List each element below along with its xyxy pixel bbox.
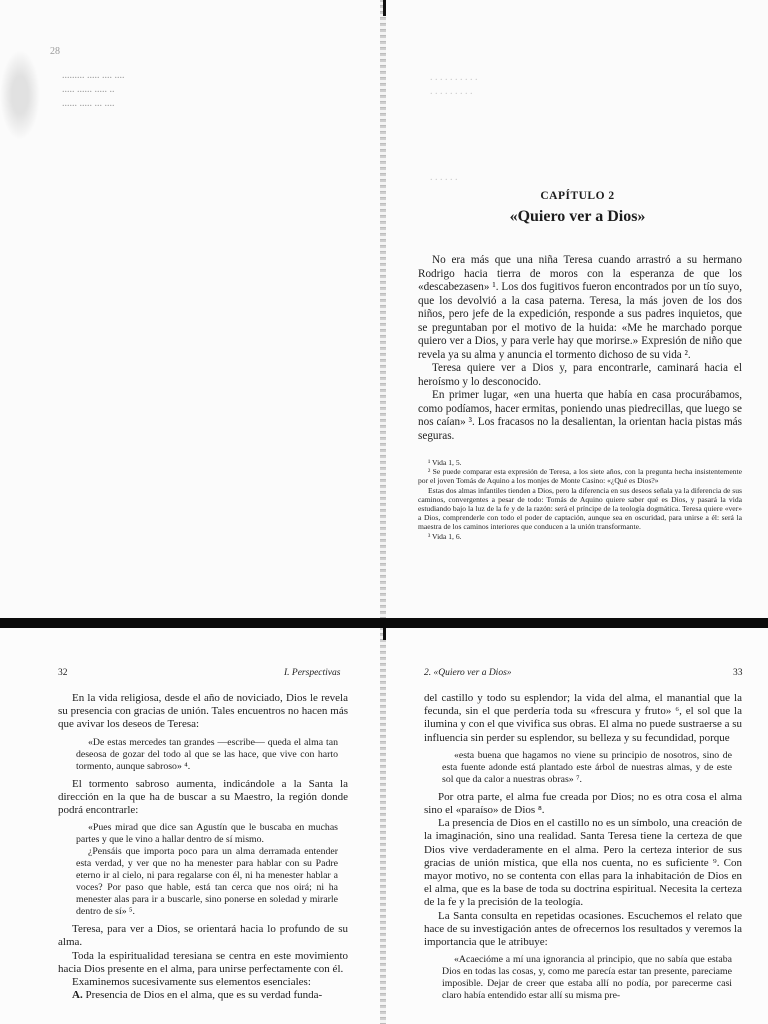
quote-text: «Pues mirad que dice san Agustín que le buscaba en muchas partes y que le vino a hallar dentro de sí mismo. (76, 822, 338, 846)
section-text: Presencia de Dios en el alma, que es su verdad funda- (85, 989, 323, 1002)
running-head: 2. «Quiero ver a Dios» (424, 668, 512, 678)
quote-text: «De estas mercedes tan grandes —escribe— queda el alma tan deseosa de gozar del todo al que se las hace, que vive con harto tormento, aunque sabroso» ⁴. (76, 736, 338, 772)
footnote: Estas dos almas infantiles tienden a Dios, pero la diferencia en sus deseos señala ya la diferencia de sus caminos, convergentes a pesar de todo: Tomás de Aquino quiere saber qué es Dios, y pasará la vida estudiando bajo la luz de la fe y de la razón: será el príncipe de la teología dogmática. Teresa quiere «ver» a Dios, comprenderle con todo el poder de captación, aunque sea en oscuridad, para unirse a él: será la maestra de los caminos interiores que conducen a la unión transformante. (418, 485, 742, 532)
spread-separator (0, 618, 768, 628)
body-paragraph: Por otra parte, el alma fue creada por Dios; no es otra cosa el alma sino el «paraíso» de Dios ⁸. (424, 790, 742, 817)
body-paragraph: La Santa consulta en repetidas ocasiones. Escuchemos el relato que hace de su investigación antes de ofrecernos los resultados y veremos la importancia que le atribuye: (424, 909, 742, 949)
body-paragraph: Teresa, para ver a Dios, se orientará hacia lo profundo de su alma. (58, 923, 348, 949)
faded-line: ......... ..... .... .... (62, 70, 125, 81)
block-quote (76, 737, 338, 773)
right-page-body (424, 692, 742, 1007)
footnote: ³ Vida 1, 6. (428, 531, 462, 541)
chapter-body (418, 254, 742, 443)
chapter-label: CAPÍTULO 2 (540, 190, 615, 202)
body-paragraph: Toda la espiritualidad teresiana se centra en este movimiento hacia Dios presente en el alma, para unirse perfectamente con él. (58, 949, 348, 975)
quote-text: ¿Pensáis que importa poco para un alma derramada entender esta verdad, y ver que no ha menester para hablar con su Padre eterno ir al cielo, ni para regalarse con él, ni ha menester hablar a voces? Por paso que hable, está tan cerca que nos oirá; ni ha menester alas para ir a buscarle, sino ponerse en soledad y mirarle dentro de sí» ⁵. (76, 846, 338, 918)
book-gutter (380, 0, 386, 618)
binding-mark (383, 628, 386, 640)
faded-line: . . . . . . . . . (430, 86, 473, 97)
faded-line: . . . . . . (430, 172, 458, 183)
bottom-spread (0, 628, 768, 1024)
body-paragraph: En la vida religiosa, desde el año de noviciado, Dios le revela su presencia con gracias de unión. Tales encuentros no hacen más que avivar los deseos de Teresa: (58, 692, 348, 731)
page-number: 33 (733, 668, 743, 678)
block-quote (442, 750, 732, 786)
body-paragraph: del castillo y todo su esplendor; la vida del alma, el manantial que la fecunda, sin el que perdería toda su «frescura y fruto» ⁶, el sol que la ilumina y con el que vivifica sus obras. El alma no puede sustraerse a su influencia sin perder su esplendor, su belleza y su fecundidad, porque (424, 692, 742, 744)
body-paragraph: La presencia de Dios en el castillo no es un símbolo, una creación de la imaginación, sino una realidad. Santa Teresa tiene la certeza de que Dios vive verdaderamente en el alma. Pero la certeza interior de sus gracias de unión mística, que ella nos cuenta, no es suficiente ⁹. Con mayor motivo, no se contenta con ellas para la inhabitación de Dios en el alma, que es la base de toda su doctrina espiritual. Necesita la certeza de la fe y la precisión de la teología. (424, 817, 742, 909)
left-page-body (58, 692, 348, 1002)
block-quote (442, 954, 732, 1002)
book-gutter (380, 628, 386, 1024)
section-letter: A. (72, 989, 83, 1002)
body-paragraph: En primer lugar, «en una huerta que había en casa procurábamos, como podíamos, hacer ermitas, poniendo unas piedrecillas, que luego se nos caían» ³. Los fracasos no la desalientan, la orientan hacia pistas más seguras. (418, 389, 742, 442)
body-paragraph: Teresa quiere ver a Dios y, para encontrarle, caminará hacia el heroísmo y lo desconocido. (418, 362, 742, 388)
binding-mark (383, 0, 386, 16)
body-paragraph: El tormento sabroso aumenta, indicándole a la Santa la dirección en la que ha de buscar a su Maestro, la región donde podrá encontrarle: (58, 777, 348, 817)
quote-text: «esta buena que hagamos no viene su principio de nosotros, sino de esta fuente adonde está plantado este árbol de nuestras almas, y de este sol que da calor a nuestras obras» ⁷. (442, 749, 732, 785)
faded-line: . . . . . . . . . . (430, 72, 478, 83)
footnote: ¹ Vida 1, 5. (428, 458, 462, 467)
running-head: I. Perspectivas (284, 668, 341, 678)
body-paragraph: No era más que una niña Teresa cuando arrastró a su hermano Rodrigo hacia tierra de moros con la esperanza de que los «descabezasen» ¹. Los dos fugitivos fueron encontrados por un tío suyo, que los devolvió a la casa paterna. Teresa, la más joven de los dos niños, pero jefe de la expedición, responde a sus padres inquietos, que se preguntaban por el motivo de la huida: «Me he marchado porque quiero ver a Dios, y para verle hay que morirse.» Expresión de niño que revela ya su alma y anuncia el tormento dichoso de su vida ². (418, 254, 742, 361)
body-paragraph: Examinemos sucesivamente sus elementos esenciales: (72, 976, 311, 989)
body-paragraph (58, 989, 348, 1002)
footnote: ² Se puede comparar esta expresión de Teresa, a los siete años, con la pregunta hecha insistentemente por el joven Tomás de Aquino a los monjes de Monte Casino: «¿Qué es Dios?» (418, 467, 742, 486)
page-marker: 28 (50, 46, 60, 57)
faded-line: ...... ..... ... .... (62, 98, 115, 109)
chapter-title: «Quiero ver a Dios» (509, 208, 646, 225)
quote-text: «Acaecióme a mí una ignorancia al principio, que no sabía que estaba Dios en todas las cosas, y, como me parecía estar tan presente, pareciame imposible. Dejar de creer que estaba allí no podía, por parecerme casi claro había entendido estar allí su misma pre- (442, 954, 732, 1002)
block-quote (76, 822, 338, 918)
page-number: 32 (58, 668, 68, 678)
scan-smudge (0, 50, 40, 140)
footnotes (418, 458, 742, 541)
faded-line: ..... ...... ..... .. (62, 84, 115, 95)
